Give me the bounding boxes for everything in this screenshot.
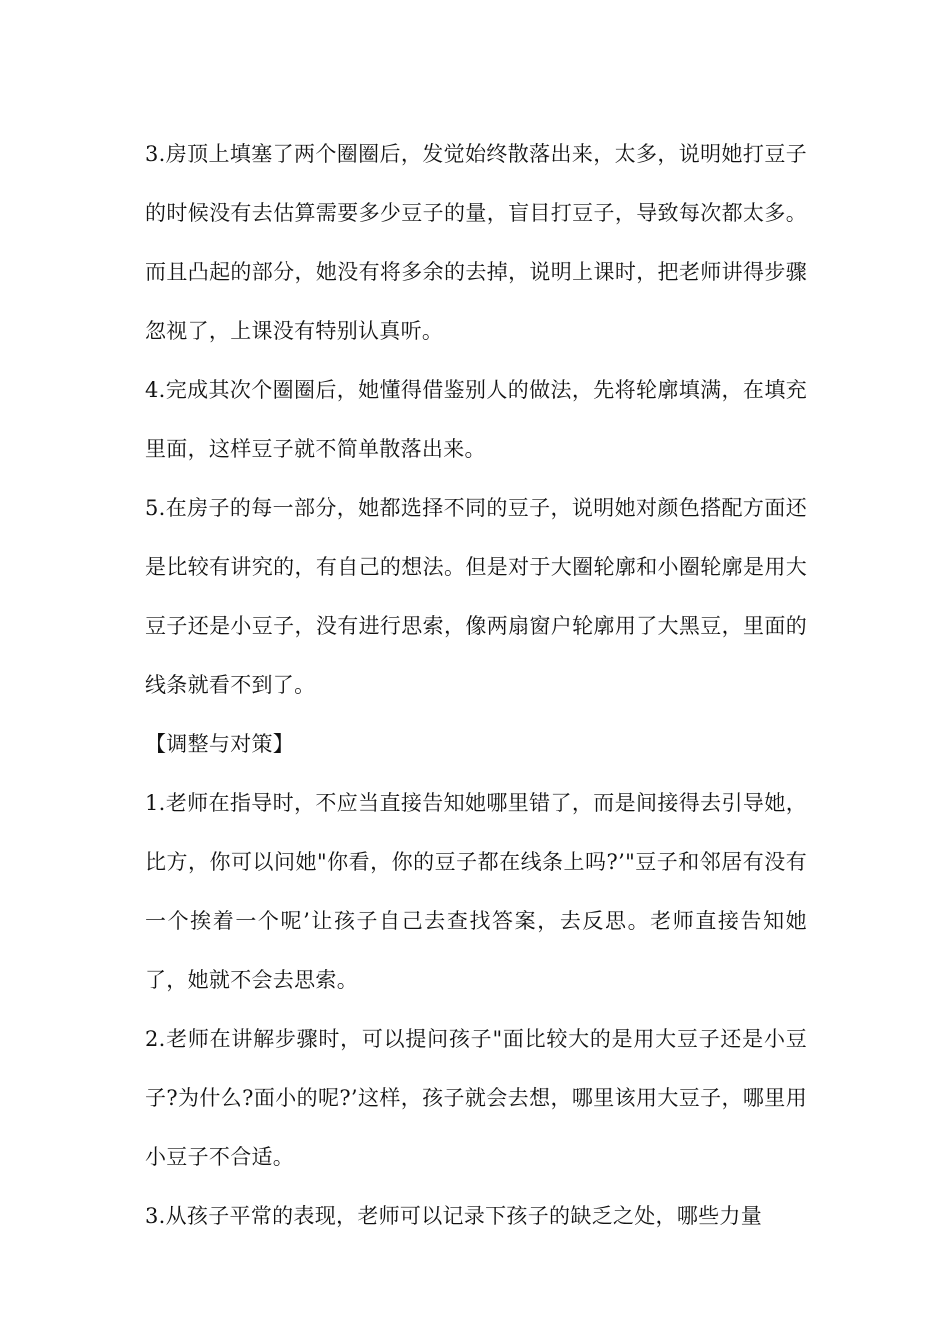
paragraph-3-roof-analysis: 3.房顶上填塞了两个圈圈后，发觉始终散落出来，太多，说明她打豆子的时候没有去估算需要多少豆子的量，盲目打豆子，导致每次都太多。而且凸起的部分，她没有将多余的去掉，说明上课时，把老师讲得步骤忽视了，上课没有特别认真听。	[145, 142, 807, 343]
strategy-3-observation: 3.从孩子平常的表现，老师可以记录下孩子的缺乏之处，哪些力量	[145, 1204, 763, 1228]
paragraph-4-second-circle: 4.完成其次个圈圈后，她懂得借鉴别人的做法，先将轮廓填满，在填充里面，这样豆子就不简单散落出来。	[145, 378, 807, 461]
document-body	[145, 125, 807, 1246]
section-heading-adjustment: 【调整与对策】	[145, 732, 295, 756]
paragraph-5-bean-selection: 5.在房子的每一部分，她都选择不同的豆子，说明她对颜色搭配方面还是比较有讲究的，有自己的想法。但是对于大圈轮廓和小圈轮廓是用大豆子还是小豆子，没有进行思索，像两扇窗户轮廓用了大黑豆，里面的线条就看不到了。	[145, 496, 807, 697]
strategy-2-questioning: 2.老师在讲解步骤时，可以提问孩子"面比较大的是用大豆子还是小豆子?为什么?面小的呢?’这样，孩子就会去想，哪里该用大豆子，哪里用小豆子不合适。	[145, 1027, 807, 1169]
strategy-1-guidance: 1.老师在指导时，不应当直接告知她哪里错了，而是间接得去引导她，比方，你可以问她"你看，你的豆子都在线条上吗?’"豆子和邻居有没有一个挨着一个呢’让孩子自己去查找答案，去反思。老师直接告知她了，她就不会去思索。	[145, 791, 807, 992]
